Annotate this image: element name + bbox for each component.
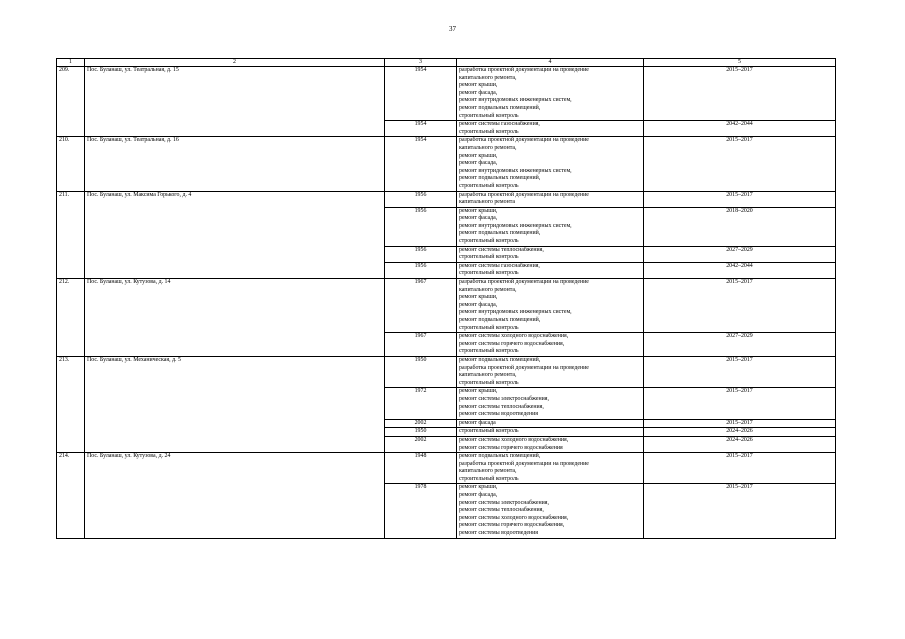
work-item: ремонт подвальных помещений, [459,230,541,237]
year-cell: 1978 [385,484,457,538]
work-item: ремонт внутридомовых инженерных систем, [459,309,572,316]
period-cell: 2024–2026 [644,428,836,437]
address-cell: Пос. Буланаш, ул. Максима Горького, д. 4 [85,191,385,279]
period-cell: 2015–2017 [644,453,836,484]
work-list-cell [457,207,644,246]
work-list-cell [457,388,644,419]
year-cell: 2002 [385,419,457,428]
work-item: ремонт фасада, [459,89,498,96]
work-item: ремонт фасада [459,419,496,426]
work-item: ремонт крыши, [459,388,498,395]
year-cell: 1954 [385,137,457,191]
work-item: ремонт подвальных помещений, [459,356,541,363]
work-list-cell [457,333,644,357]
work-item: разработка проектной документации на проведение [459,191,589,198]
work-item: ремонт системы водоотведения [459,411,538,418]
work-item: ремонт подвальных помещений, [459,317,541,323]
header-cell: 5 [644,59,836,67]
work-item: строительный контроль [459,379,519,386]
work-item: ремонт системы электроснабжения, [459,499,549,506]
work-list-cell [457,428,644,437]
header-cell: 4 [457,59,644,67]
work-item: ремонт системы горячего водоснабжения, [459,522,565,529]
work-item: разработка проектной документации на проведение [459,279,589,286]
work-item: ремонт внутридомовых инженерных систем, [459,167,572,174]
work-item: ремонт крыши, [459,82,498,89]
period-cell: 2027–2029 [644,246,836,262]
year-cell: 1950 [385,356,457,387]
work-item: строительный контроль [459,324,519,331]
row-number-cell: 213. [57,356,85,452]
address-cell: Пос. Буланаш, ул. Механическая, д. 5 [85,356,385,452]
work-item: капитального ремонта, [459,286,517,293]
row-number-cell: 214. [57,453,85,539]
year-cell: 1956 [385,207,457,246]
table-row [57,67,836,121]
row-number-cell: 210. [57,137,85,191]
work-item: ремонт системы теплоснабжения, [459,246,544,253]
period-cell: 2042–2044 [644,262,836,278]
period-cell: 2024–2026 [644,436,836,452]
table-header-row [57,59,836,67]
work-list-cell [457,67,644,121]
row-number-cell: 209. [57,67,85,137]
work-item: капитального ремонта, [459,144,517,151]
address-cell: Пос. Буланаш, ул. Театральная, д. 16 [85,137,385,191]
work-item: ремонт крыши, [459,294,498,301]
work-list-cell [457,121,644,137]
period-cell: 2018–2020 [644,207,836,246]
work-item: строительный контроль [459,112,519,119]
repair-schedule-table [56,58,836,539]
table-row [57,453,836,484]
work-item: строительный контроль [459,270,519,277]
work-item: ремонт системы холодного водоснабжения, [459,333,569,340]
work-item: разработка проектной документации на проведение [459,67,589,73]
work-item: строительный контроль [459,348,519,355]
period-cell: 2042–2044 [644,121,836,137]
header-cell: 3 [385,59,457,67]
work-item: ремонт системы водоотведения [459,530,538,537]
work-item: разработка проектной документации на проведение [459,460,589,467]
period-cell: 2015–2017 [644,484,836,538]
work-item: ремонт фасада, [459,160,498,167]
header-cell: 2 [85,59,385,67]
header-cell: 1 [57,59,85,67]
year-cell: 1967 [385,333,457,357]
work-item: строительный контроль [459,475,519,482]
year-cell: 1956 [385,191,457,207]
row-number-cell: 211. [57,191,85,279]
work-list-cell [457,191,644,207]
year-cell: 1956 [385,246,457,262]
work-list-cell [457,262,644,278]
table-row [57,279,836,333]
table-row [57,137,836,191]
work-item: ремонт фасада, [459,215,498,222]
period-cell: 2015–2017 [644,356,836,387]
work-list-cell [457,419,644,428]
table-body [57,67,836,539]
work-list-cell [457,246,644,262]
work-list-cell [457,436,644,452]
year-cell: 1956 [385,262,457,278]
work-item: разработка проектной документации на проведение [459,364,589,371]
work-item: ремонт крыши, [459,152,498,159]
address-cell: Пос. Буланаш, ул. Кутузова, д. 24 [85,453,385,539]
work-item: ремонт подвальных помещений, [459,104,541,111]
work-item: строительный контроль [459,238,519,245]
work-item: ремонт системы электроснабжения, [459,395,549,402]
address-cell: Пос. Буланаш, ул. Театральная, д. 15 [85,67,385,137]
period-cell: 2027–2029 [644,333,836,357]
work-list-cell [457,137,644,191]
work-item: ремонт системы горячего водоснабжения, [459,340,565,347]
year-cell: 1954 [385,121,457,137]
work-item: ремонт крыши, [459,484,498,491]
page-number: 37 [449,25,456,33]
work-item: ремонт системы горячего водоснабжения [459,444,563,451]
work-list-cell [457,356,644,387]
year-cell: 1948 [385,453,457,484]
period-cell: 2015–2017 [644,137,836,191]
year-cell: 1950 [385,428,457,437]
table-row [57,356,836,387]
work-item: ремонт крыши, [459,207,498,214]
period-cell: 2015–2017 [644,191,836,207]
row-number-cell: 212. [57,279,85,357]
work-item: ремонт системы газоснабжения, [459,121,540,128]
period-cell: 2015–2017 [644,419,836,428]
work-item: ремонт внутридомовых инженерных систем, [459,97,572,104]
year-cell: 1954 [385,67,457,121]
work-list-cell [457,279,644,333]
work-item: строительный контроль [459,428,519,435]
work-item: ремонт системы холодного водоснабжения, [459,514,569,521]
year-cell: 1972 [385,388,457,419]
work-item: ремонт системы газоснабжения, [459,262,540,269]
work-item: строительный контроль [459,182,519,189]
period-cell: 2015–2017 [644,279,836,333]
work-item: капитального ремонта [459,199,515,206]
year-cell: 2002 [385,436,457,452]
work-list-cell [457,453,644,484]
period-cell: 2015–2017 [644,67,836,121]
address-cell: Пос. Буланаш, ул. Кутузова, д. 14 [85,279,385,357]
work-item: ремонт системы теплоснабжения, [459,403,544,410]
work-item: капитального ремонта, [459,468,517,475]
work-item: ремонт внутридомовых инженерных систем, [459,222,572,229]
work-item: ремонт подвальных помещений, [459,453,541,460]
period-cell: 2015–2017 [644,388,836,419]
work-item: разработка проектной документации на проведение [459,137,589,144]
work-item: ремонт фасада, [459,301,498,308]
work-item: ремонт подвальных помещений, [459,175,541,182]
work-item: ремонт системы холодного водоснабжения, [459,436,569,443]
work-item: строительный контроль [459,128,519,135]
work-item: капитального ремонта, [459,372,517,379]
work-item: ремонт фасада, [459,492,498,499]
table-row [57,191,836,207]
work-item: строительный контроль [459,254,519,261]
work-item: капитального ремонта, [459,74,517,81]
year-cell: 1967 [385,279,457,333]
work-list-cell [457,484,644,538]
work-item: ремонт системы теплоснабжения, [459,507,544,514]
